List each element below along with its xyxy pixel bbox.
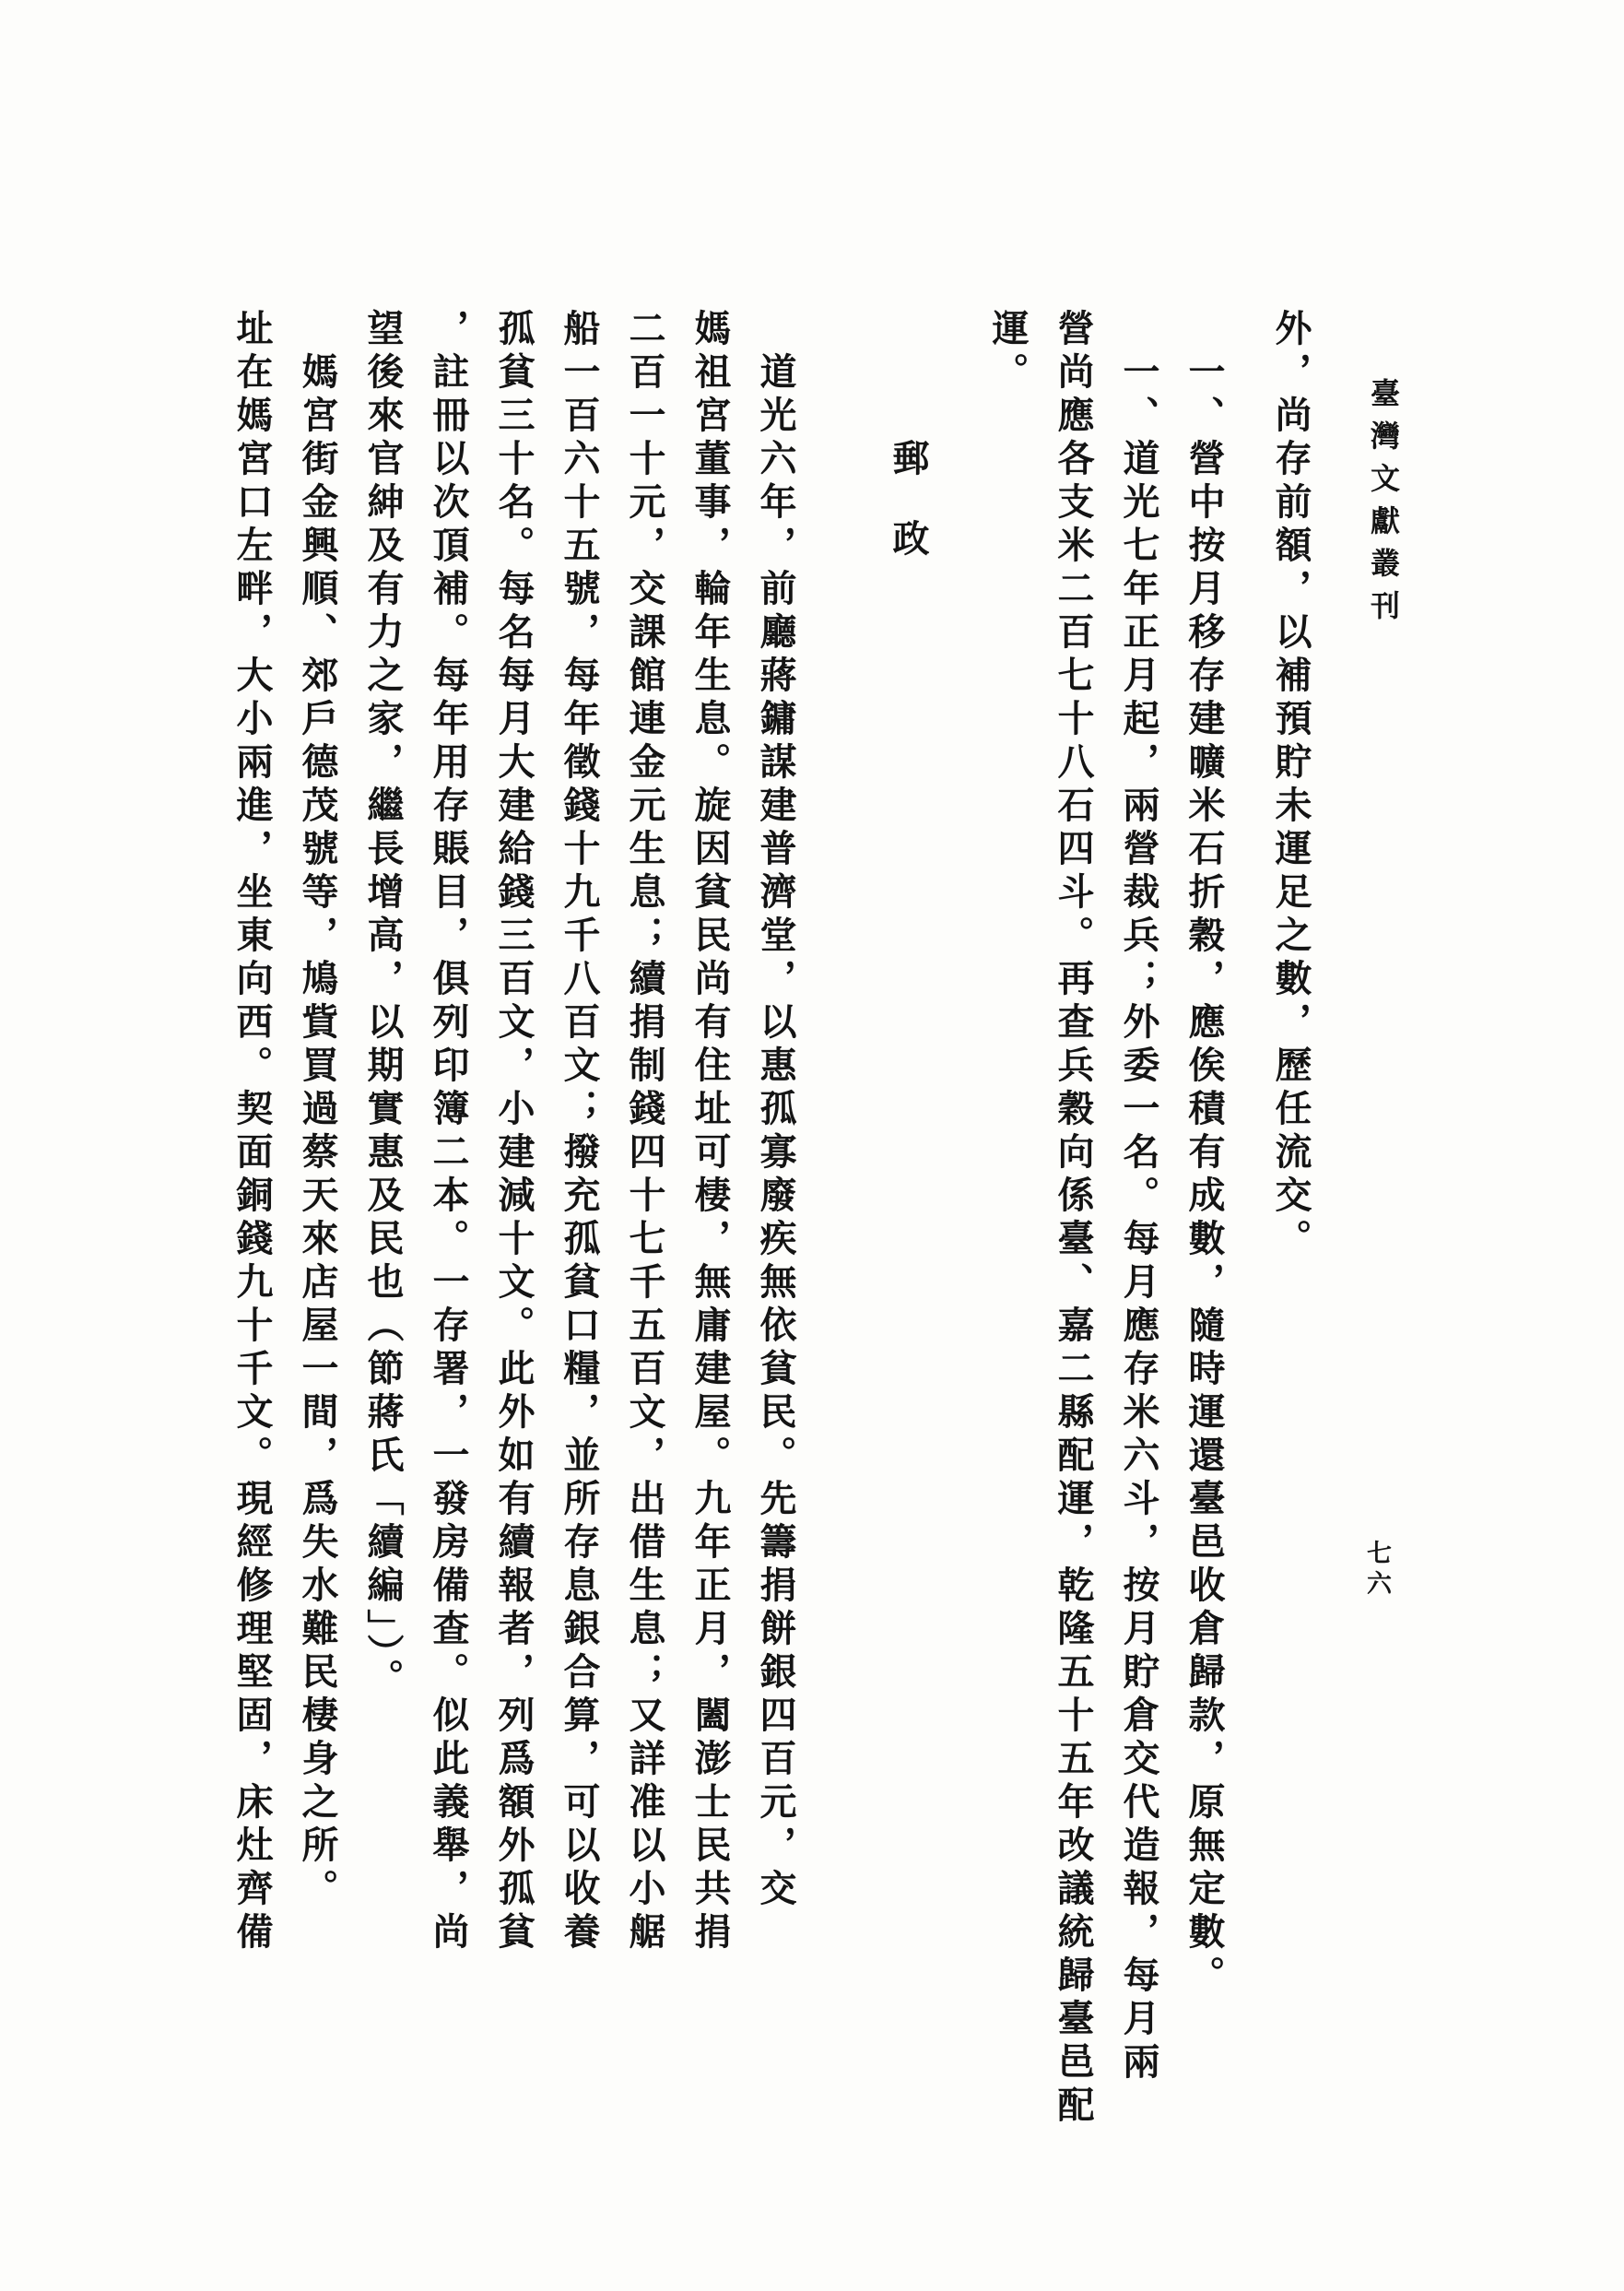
text-column: 船一百六十五號，每年徵錢十九千八百文；撥充孤貧口糧，並所存息銀合算，可以收養	[558, 309, 601, 1955]
text-block	[205, 309, 1311, 2254]
text-column: 一、道光七年正月起，兩營裁兵；外委一名。每月應存米六斗，按月貯倉交代造報，每月兩	[1117, 352, 1160, 2085]
text-column: 二百一十元，交課館連金元生息；續捐制錢四十七千五百文，出借生息；又詳准以小艍	[623, 309, 666, 1955]
text-column: 一、營中按月移存建曠米石折穀，應俟積有成數，隨時運還臺邑收倉歸款，原無定數。	[1183, 352, 1226, 1999]
text-column: 運。	[986, 309, 1030, 396]
text-column: 望後來官紳及有力之家，繼長增高，以期實惠及民也（節蔣氏「續編」）。	[361, 309, 405, 1702]
text-column: 外，尚存前額，以補預貯未運足之數，歷任流交。	[1269, 309, 1312, 1262]
text-column: 道光六年，前廳蔣鏞謀建普濟堂，以惠孤寡廢疾無依貧民。先籌捐餅銀四百元，交	[754, 352, 797, 1912]
text-column: 媽祖宮董事，輪年生息。旋因貧民尚有住址可棲，無庸建屋。九年正月，闔澎士民共捐	[688, 309, 732, 1955]
text-column: 址在媽宮口左畔，大小兩進，坐東向西。契面銅錢九十千文。現經修理堅固，床灶齊備	[230, 309, 274, 1955]
section-heading-column: 郵政	[887, 439, 930, 599]
folio-number: 七六	[1362, 1540, 1391, 1600]
text-column: 營尚應各支米二百七十八石四斗。再查兵穀向係臺、嘉二縣配運，乾隆五十五年改議統歸臺邑配	[1052, 309, 1095, 2129]
text-column: 媽宮街金興順、郊戶德茂號等，鳩貲買過蔡天來店屋一間，爲失水難民棲身之所。	[296, 352, 339, 1912]
text-column: 孤貧三十名。每名每月大建給錢三百文，小建減十文。此外如有續報者，列爲額外孤貧	[492, 309, 535, 1955]
text-column: ，註冊以次頂補。每年用存賬目，俱列印簿二本。一存署，一發房備查。似此義舉，尚	[427, 309, 470, 1955]
collection-title: 臺灣文獻叢刊	[1366, 378, 1401, 632]
